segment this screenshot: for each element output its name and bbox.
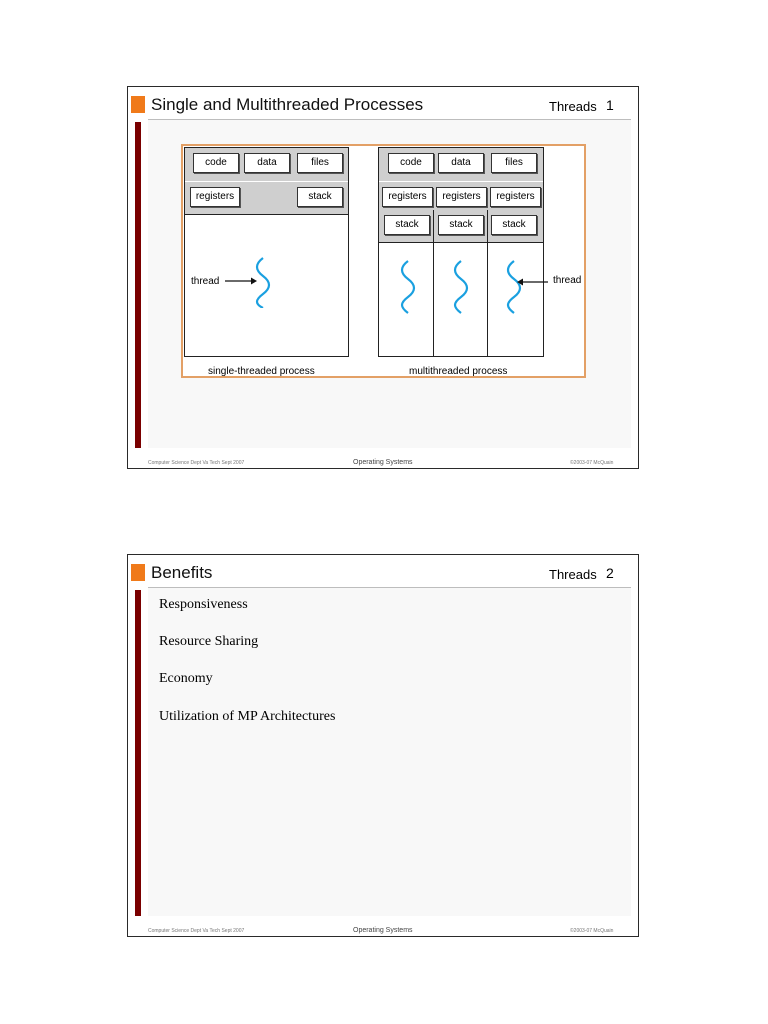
single-caption: single-threaded process: [208, 366, 315, 377]
orange-square-icon: [131, 564, 145, 581]
orange-square-icon: [131, 96, 145, 113]
thread-label: thread: [553, 275, 582, 286]
bullet-item: Economy: [159, 671, 213, 686]
divider: [185, 214, 348, 215]
wavy-thread-icon: [257, 258, 269, 308]
multi-caption: multithreaded process: [409, 366, 508, 377]
files-cell: files: [491, 153, 537, 173]
bullet-item: Utilization of MP Architectures: [159, 709, 336, 724]
files-cell: files: [297, 153, 343, 173]
page-number: 2: [606, 565, 614, 581]
arrow-icon: [517, 279, 548, 286]
footer-center: Operating Systems: [353, 927, 413, 934]
single-thread-graphic: [223, 256, 273, 308]
footer-right: ©2003-07 McQuain: [570, 928, 614, 934]
footer-center: Operating Systems: [353, 459, 413, 466]
multi-thread-graphic: [398, 259, 568, 315]
footer-left: Computer Science Dept Va Tech Sept 2007: [148, 460, 245, 466]
thread-diagram: [181, 144, 586, 378]
divider: [379, 242, 543, 243]
stack-cell: stack: [297, 187, 343, 207]
bullet-item: Resource Sharing: [159, 634, 259, 649]
arrow-icon: [225, 278, 257, 285]
side-bar: [135, 590, 141, 916]
bullet-item: Responsiveness: [159, 597, 248, 612]
footer-right: ©2003-07 McQuain: [570, 460, 614, 466]
wavy-thread-icon: [455, 261, 467, 313]
registers-cell: registers: [490, 187, 541, 207]
slide-title: Benefits: [151, 563, 213, 582]
stack-cell: stack: [384, 215, 430, 235]
stack-cell: stack: [491, 215, 537, 235]
code-cell: code: [388, 153, 434, 173]
footer-left: Computer Science Dept Va Tech Sept 2007: [148, 928, 245, 934]
slide-2: [127, 554, 639, 937]
header-rule: [148, 119, 631, 120]
wavy-thread-icon: [508, 261, 520, 313]
data-cell: data: [438, 153, 484, 173]
page-number: 1: [606, 97, 614, 113]
section-label: Threads: [549, 99, 597, 114]
data-cell: data: [244, 153, 290, 173]
code-cell: code: [193, 153, 239, 173]
divider: [185, 181, 348, 182]
section-label: Threads: [549, 567, 597, 582]
divider: [379, 181, 543, 182]
slide-title: Single and Multithreaded Processes: [151, 95, 424, 114]
registers-cell: registers: [190, 187, 240, 207]
thread-label: thread: [191, 276, 220, 287]
slide-1: [127, 86, 639, 469]
header-rule: [148, 587, 631, 588]
registers-cell: registers: [436, 187, 487, 207]
stack-cell: stack: [438, 215, 484, 235]
registers-cell: registers: [382, 187, 433, 207]
side-bar: [135, 122, 141, 448]
wavy-thread-icon: [402, 261, 414, 313]
